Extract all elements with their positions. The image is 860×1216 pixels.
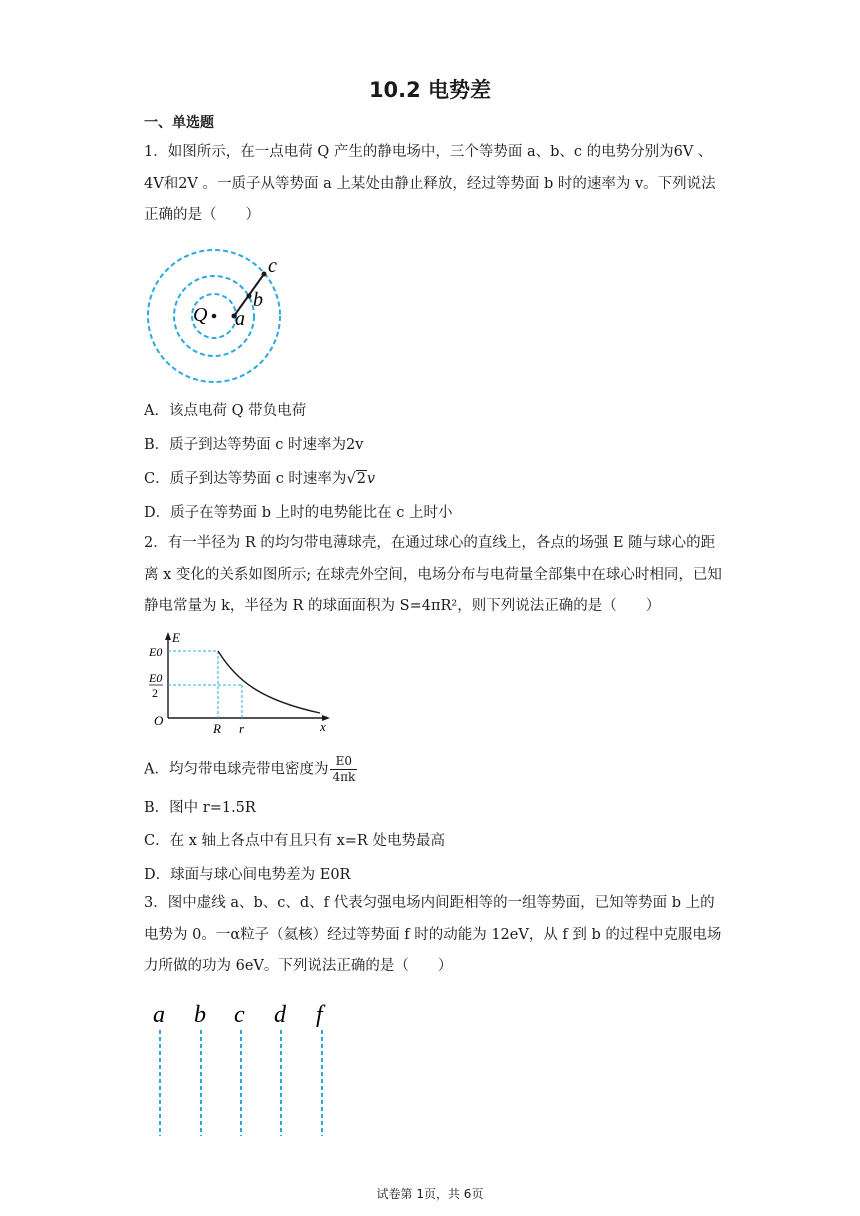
field-curve [218,651,320,713]
line-label-a: a [153,1002,165,1028]
q3-equipotential-lines [146,998,346,1138]
q2-option-b: B．图中 r=1.5R [144,800,256,816]
q1-option-d: D．质子在等势面 b 上时的电势能比在 c 上时小 [144,505,453,521]
q1-option-b: B．质子到达等势面 c 时速率为2v [144,437,364,453]
question-1-stem: 1．如图所示，在一点电荷 Q 产生的静电场中，三个等势面 a、b、c 的电势分别为6V 、4V和2V 。一质子从等势面 a 上某处由静止释放，经过等势面 b 时的速率为 v。下列说法正确的是（ ） [144,144,716,223]
q2-option-a: A．均匀带电球壳带电密度为 $\frac{E0}{4\pi k}$ [144,754,356,784]
tick-half-numerator: E0 [149,671,163,685]
line-label-b: b [194,1002,206,1028]
q2-option-c: C．在 x 轴上各点中有且只有 x=R 处电势最高 [144,833,445,849]
q1-option-c: C．质子到达等势面 c 时速率为√2v [144,471,376,487]
line-label-c: c [234,1002,245,1028]
q2-option-d: D．球面与球心间电势差为 E0R [144,867,351,883]
tick-R: R [213,721,221,736]
q2-field-graph [140,630,340,738]
page-title: 10.2 电势差 [368,78,492,102]
tick-e0: E0 [149,645,163,659]
charge-label: Q [193,304,208,326]
charge-point [212,314,217,319]
x-axis-label: x [320,719,326,734]
density-fraction: $\frac{E0}{4\pi k}$ [332,754,356,784]
question-3-stem: 3．图中虚线 a、b、c、d、f 代表匀强电场内间距相等的一组等势面，已知等势面 b 上的电势为 0。一α粒子（氦核）经过等势面 f 时的动能为 12eV，从 f 到 b 的过程中克服电场力所做的功为 6eV。下列说法正确的是（ ） [144,895,722,974]
q1-equipotential-figure [146,246,286,386]
section-heading: 一、单选题 [144,115,214,131]
question-2-stem: 2．有一半径为 R 的均匀带电薄球壳，在通过球心的直线上，各点的场强 E 随与球心的距离 x 变化的关系如图所示; 在球壳外空间，电场分布与电荷量全部集中在球心时相同，已知静电常量为 k，半径为 R 的球面面积为 S=4πR²，则下列说法正确的是（ ） [144,535,722,614]
sqrt-radicand: 2 [356,471,366,487]
tick-half-denominator: 2 [152,686,158,700]
tick-r: r [239,721,245,736]
label-c: c [268,255,277,277]
q1-option-a: A．该点电荷 Q 带负电荷 [144,403,307,419]
line-label-d: d [274,1002,286,1028]
y-axis-label: E [172,630,180,645]
line-label-f: f [316,1002,323,1028]
label-b: b [253,289,263,311]
label-a: a [235,308,245,330]
point-c [262,272,267,277]
origin-label: O [154,713,164,728]
page-footer: 试卷第 1页，共 6页 [376,1187,484,1201]
point-b [247,294,252,299]
